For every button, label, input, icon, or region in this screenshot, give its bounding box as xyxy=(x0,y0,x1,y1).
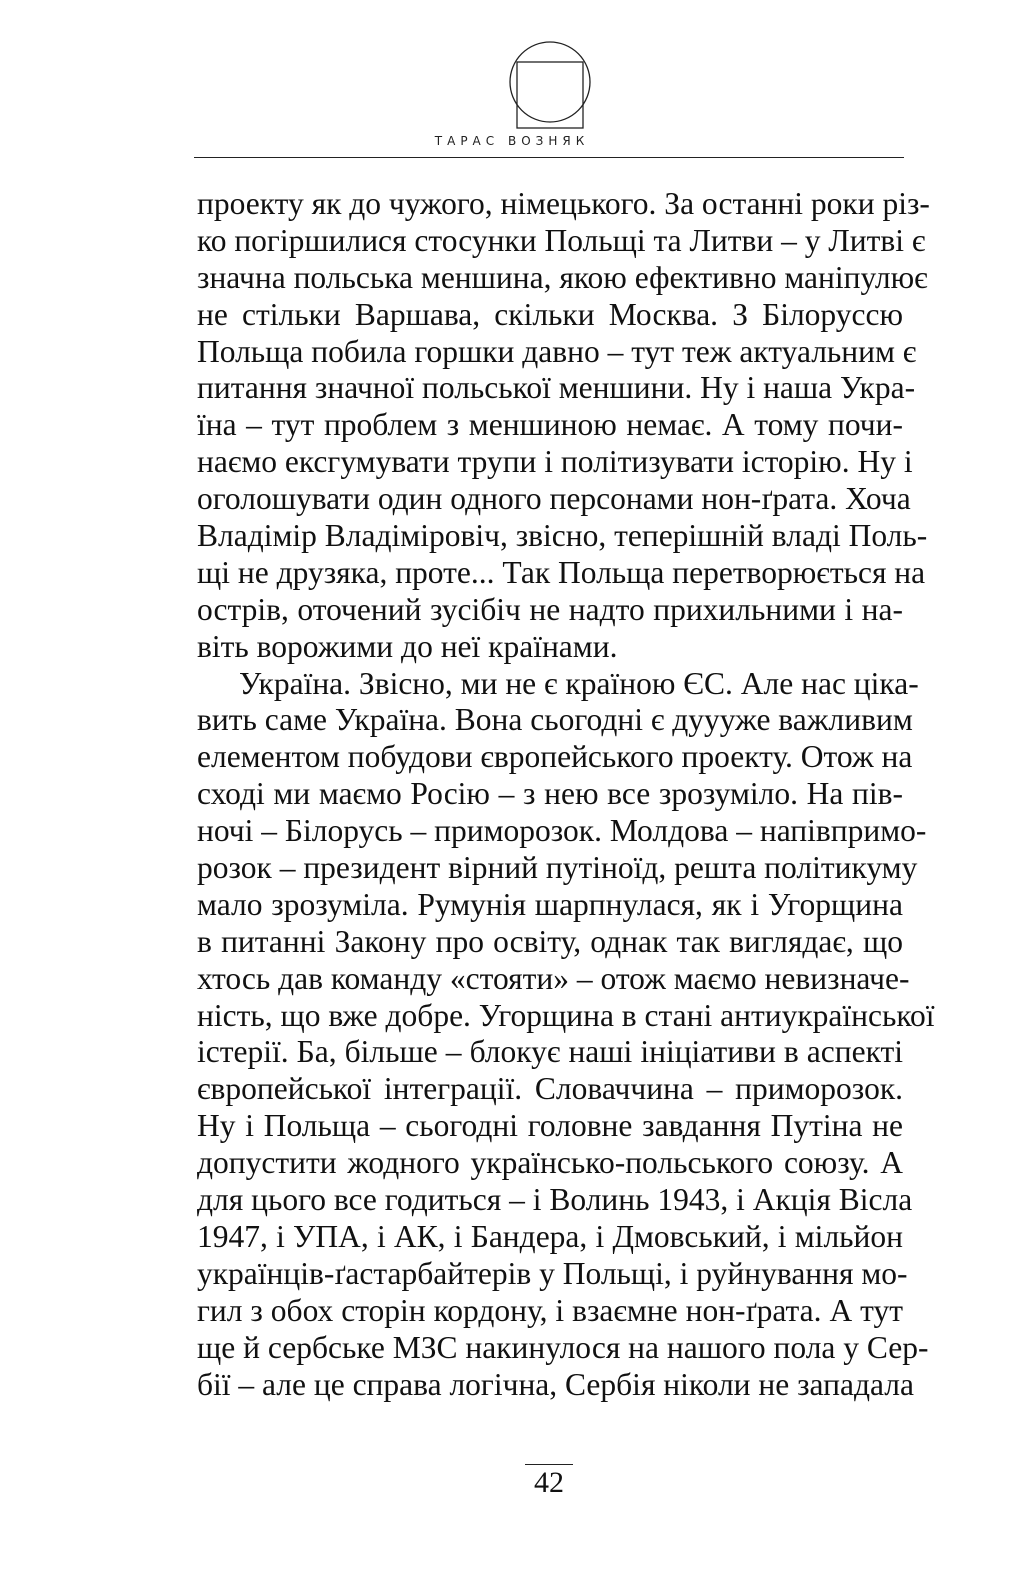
text-line: острів, оточений зусібіч не надто прихильними і на- xyxy=(197,591,903,627)
text-line: ще й сербське МЗС накинулося на нашого пола у Сер- xyxy=(197,1329,929,1365)
text-line: для цього все годиться – і Волинь 1943, і Акція Вісла xyxy=(197,1182,913,1218)
text-line: 1947, і УПА, і АК, і Бандера, і Дмовський, і мільйон xyxy=(197,1218,903,1254)
text-line: Польща побила горшки давно – тут теж актуальним є xyxy=(197,333,917,369)
page-number-rule xyxy=(525,1464,573,1465)
text-line: проекту як до чужого, німецького. За останні роки різ- xyxy=(197,186,930,221)
text-line: мало зрозуміла. Румунія шарпнулася, як і Угорщина xyxy=(197,886,903,922)
running-head: ТАРАС ВОЗНЯК xyxy=(434,134,590,148)
text-line: сході ми маємо Росію – з нею все зрозуміло. На пів- xyxy=(197,776,903,812)
text-line: гил з обох сторін кордону, і взаємне нон-ґрата. А тут xyxy=(197,1292,903,1328)
text-line: хтось дав команду «стояти» – отож маємо невизначе- xyxy=(197,960,910,996)
text-line: ність, що вже добре. Угорщина в стані антиукраїнської xyxy=(197,997,935,1033)
text-line: Владімір Владіміровіч, звісно, теперішній владі Поль- xyxy=(197,518,928,554)
circle-square-logo-icon xyxy=(508,40,592,132)
text-line: віть ворожими до неї країнами. xyxy=(197,628,618,664)
paragraph-2 xyxy=(197,665,935,1404)
text-line: істерії. Ба, більше – блокує наші ініціативи в аспекті xyxy=(197,1034,903,1070)
text-line: не стільки Варшава, скільки Москва. З Білоруссю xyxy=(197,296,903,332)
text-line: питання значної польської меншини. Ну і наша Укра- xyxy=(197,370,916,406)
header-rule xyxy=(194,157,904,158)
paragraph-1 xyxy=(197,186,930,666)
text-line: Україна. Звісно, ми не є країною ЄС. Але нас ціка- xyxy=(239,665,919,701)
text-line: Ну і Польща – сьогодні головне завдання Путіна не xyxy=(197,1108,903,1144)
text-line: наємо ексгумувати трупи і політизувати історію. Ну і xyxy=(197,444,913,480)
text-line: вить саме Україна. Вона сьогодні є дуууже важливим xyxy=(197,702,913,738)
text-line: допустити жодного українсько-польського союзу. А xyxy=(197,1145,903,1181)
page-body xyxy=(197,186,935,1403)
text-line: бії – але це справа логічна, Сербія ніколи не западала xyxy=(197,1366,914,1402)
text-line: українців-ґастарбайтерів у Польщі, і руйнування мо- xyxy=(197,1255,908,1291)
text-line: щі не друзяка, проте... Так Польща перетворюється на xyxy=(197,554,926,590)
text-line: оголошувати один одного персонами нон-ґрата. Хоча xyxy=(197,481,911,517)
text-line: європейської інтеграції. Словаччина – приморозок. xyxy=(197,1071,903,1107)
text-line: ко погіршилися стосунки Польщі та Литви – у Литві є xyxy=(197,222,926,258)
text-line: розок – президент вірний путіноїд, решта політикуму xyxy=(197,850,918,886)
text-line: ночі – Білорусь – приморозок. Молдова – напівпримо- xyxy=(197,813,927,849)
text-line: значна польська меншина, якою ефективно маніпулює xyxy=(197,259,928,295)
text-line: елементом побудови європейського проекту. Отож на xyxy=(197,739,913,775)
text-line: в питанні Закону про освіту, однак так виглядає, що xyxy=(197,923,903,959)
logo-square xyxy=(517,62,583,128)
logo-circle xyxy=(510,42,590,122)
text-line: їна – тут проблем з меншиною немає. А тому почи- xyxy=(197,407,903,443)
page-number: 42 xyxy=(534,1466,564,1499)
